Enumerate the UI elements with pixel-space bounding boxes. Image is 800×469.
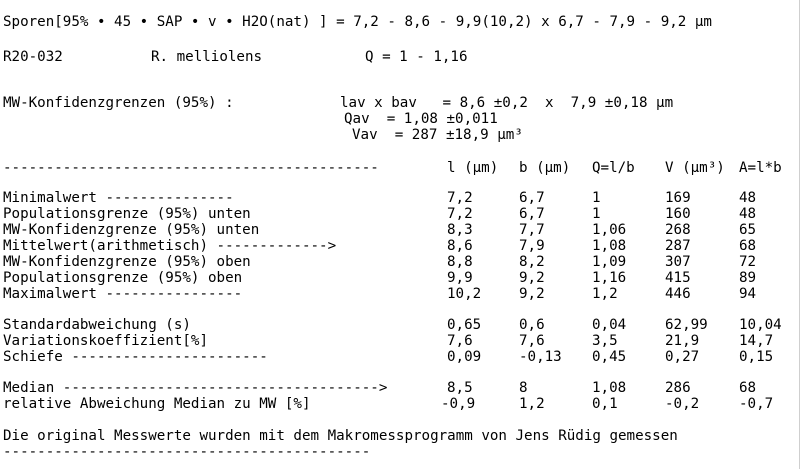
cell-a: -0,7 [739,396,774,412]
cell-v: 307 [665,254,691,270]
cell-b: 8 [519,380,528,396]
cell-a: 68 [739,238,757,254]
spore-summary-line: Sporen[95% • 45 • SAP • v • H2O(nat) ] = 7,2 - 8,6 - 9,9(10,2) x 6,7 - 7,9 - 9,2 µm [3,14,712,30]
table-row [0,380,800,396]
cell-q: 3,5 [592,333,618,349]
cell-l: 0,09 [447,349,482,365]
row-label: MW-Konfidenzgrenze (95%) oben [3,254,251,270]
cell-v: 169 [665,190,691,206]
cell-v: 62,99 [665,317,708,333]
cell-l: 10,2 [447,286,482,302]
cell-q: 1,2 [592,286,618,302]
cell-q: 1,08 [592,238,627,254]
cell-v: 446 [665,286,691,302]
cell-b: 0,6 [519,317,545,333]
table-row [0,254,800,270]
cell-l: 9,9 [447,270,473,286]
row-label: Schiefe ----------------------- [3,349,268,365]
cell-v: 287 [665,238,691,254]
cell-b: 7,6 [519,333,545,349]
cell-q: 1 [592,190,601,206]
cell-v: 0,27 [665,349,700,365]
cell-b: 8,2 [519,254,545,270]
cell-a: 89 [739,270,757,286]
row-label: Maximalwert ---------------- [3,286,243,302]
cell-l: 7,2 [447,206,473,222]
table-row [0,270,800,286]
cell-b: -0,13 [519,349,562,365]
cell-a: 48 [739,206,757,222]
cell-q: 1,16 [592,270,627,286]
cell-b: 9,2 [519,270,545,286]
cell-b: 7,9 [519,238,545,254]
cell-l: 7,6 [447,333,473,349]
cell-b: 6,7 [519,190,545,206]
row-label: Standardabweichung (s) [3,317,191,333]
cell-l: 8,3 [447,222,473,238]
row-label: Populationsgrenze (95%) oben [3,270,243,286]
cell-a: 72 [739,254,757,270]
cell-a: 65 [739,222,757,238]
cell-v: 21,9 [665,333,700,349]
cell-q: 1 [592,206,601,222]
confidence-vav: Vav = 287 ±18,9 µm³ [352,127,523,143]
cell-l: 0,65 [447,317,482,333]
cell-q: 1,08 [592,380,627,396]
row-label: Mittelwert(arithmetisch) -------------> [3,238,337,254]
cell-v: 160 [665,206,691,222]
column-header-a: A=l*b [739,160,782,176]
cell-v: 286 [665,380,691,396]
footer-note: Die original Messwerte wurden mit dem Makromessprogramm von Jens Rüdig gemessen [3,428,678,444]
cell-v: 415 [665,270,691,286]
cell-q: 1,06 [592,222,627,238]
table-row [0,396,800,412]
cell-b: 6,7 [519,206,545,222]
cell-q: 1,09 [592,254,627,270]
q-range: Q = 1 - 1,16 [365,49,468,65]
cell-l: 8,8 [447,254,473,270]
cell-v: -0,2 [665,396,700,412]
row-label: Variationskoeffizient[%] [3,333,208,349]
table-row [0,317,800,333]
cell-q: 0,04 [592,317,627,333]
column-header-q: Q=l/b [592,160,635,176]
sample-id: R20-032 [3,49,63,65]
cell-v: 268 [665,222,691,238]
cell-q: 0,1 [592,396,618,412]
row-label: Median -------------------------------------> [3,380,388,396]
cell-a: 94 [739,286,757,302]
row-label: MW-Konfidenzgrenze (95%) unten [3,222,260,238]
cell-a: 48 [739,190,757,206]
table-row [0,190,800,206]
column-header-l: l (µm) [447,160,499,176]
cell-b: 7,7 [519,222,545,238]
cell-l: 8,5 [447,380,473,396]
cell-b: 1,2 [519,396,545,412]
confidence-lav-bav: lav x bav = 8,6 ±0,2 x 7,9 ±0,18 µm [340,95,674,111]
table-row [0,238,800,254]
cell-b: 9,2 [519,286,545,302]
table-row [0,206,800,222]
row-label: Minimalwert --------------- [3,190,234,206]
table-row [0,333,800,349]
confidence-label: MW-Konfidenzgrenzen (95%) : [3,95,234,111]
cell-l: 8,6 [447,238,473,254]
species-name: R. melliolens [151,49,263,65]
table-row [0,349,800,365]
column-header-b: b (µm) [519,160,571,176]
table-row [0,286,800,302]
table-header-divider: -------------------------------------------- [3,160,379,176]
confidence-qav: Qav = 1,08 ±0,011 [344,111,498,127]
cell-l: 7,2 [447,190,473,206]
footer-divider: ------------------------------------------- [3,444,371,460]
row-label: relative Abweichung Median zu MW [%] [3,396,311,412]
cell-a: 68 [739,380,757,396]
cell-q: 0,45 [592,349,627,365]
cell-a: 0,15 [739,349,774,365]
column-header-v: V (µm³) [665,160,725,176]
cell-l: -0,9 [441,396,476,412]
row-label: Populationsgrenze (95%) unten [3,206,251,222]
cell-a: 14,7 [739,333,774,349]
table-row [0,222,800,238]
cell-a: 10,04 [739,317,782,333]
